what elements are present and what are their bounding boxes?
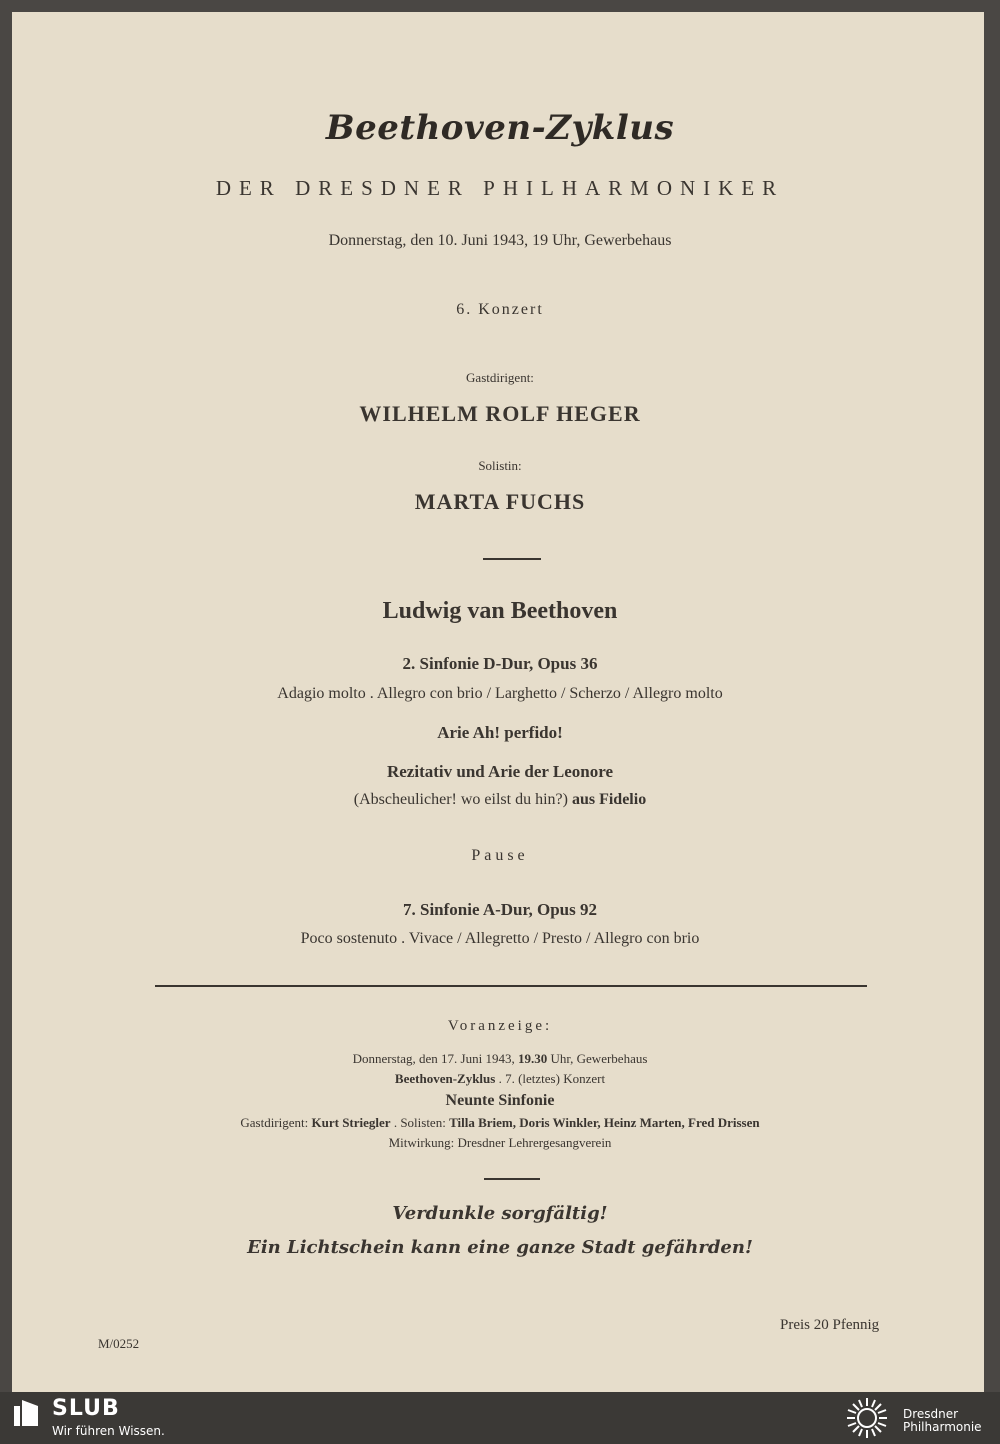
composer-name: Ludwig van Beethoven [382,598,618,624]
slub-logo-icon[interactable] [14,1398,40,1428]
preview-soloists-names: Tilla Briem, Doris Winkler, Heinz Marten, Fred Drissen [449,1115,760,1130]
preview-participation-name: Dresdner Lehrergesangverein [457,1135,612,1150]
preview-soloists-label: . Solisten: [393,1115,446,1130]
work-source: aus Fidelio [571,791,647,808]
work-title: Arie Ah! perfido! [437,723,563,742]
preview-cycle-number: . 7. (letztes) Konzert [498,1071,606,1086]
guest-conductor-label: Gastdirigent: [466,370,534,385]
divider-short [484,1178,540,1180]
work-movements: Adagio molto . Allegro con brio / Larghetto / Scherzo / Allegro molto [277,685,723,702]
preview-participation-label: Mitwirkung: [388,1135,455,1150]
orchestra-name: DER DRESDNER PHILHARMONIKER [215,176,785,200]
blackout-warning-line1: Verdunkle sorgfältig! [392,1203,608,1224]
slub-tagline: Wir führen Wissen. [52,1424,165,1438]
program-title: Beethoven-Zyklus [325,108,675,148]
work-title: Rezitativ und Arie der Leonore [386,762,613,781]
preview-cycle-name: Beethoven-Zyklus [394,1071,496,1086]
preview-heading: Voranzeige: [447,1018,553,1034]
catalog-code: M/0252 [98,1336,140,1351]
work-subtitle: (Abscheulicher! wo eilst du hin?) [353,791,568,808]
soloist-label: Solistin: [478,458,522,473]
philharmonie-logo-icon[interactable] [842,1396,892,1440]
preview-conductor-name: Kurt Striegler [311,1115,391,1130]
footer-bar [0,1392,1000,1444]
preview-date-suffix: Uhr, Gewerbehaus [550,1051,648,1066]
work-title: 2. Sinfonie D-Dur, Opus 36 [402,654,598,673]
preview-cycle [0,1071,1000,1087]
preview-performers [0,1115,1000,1131]
preview-time: 19.30 [517,1051,548,1066]
slub-name[interactable]: SLUB [52,1396,120,1421]
soloist-name: MARTA FUCHS [414,489,586,514]
work-subtitle-line [0,791,1000,809]
philharmonie-line2: Philharmonie [903,1420,982,1434]
preview-work: Neunte Sinfonie [445,1092,555,1109]
preview-conductor-label: Gastdirigent: [240,1115,309,1130]
preview-date-prefix: Donnerstag, den 17. Juni 1943, [352,1051,515,1066]
philharmonie-line1: Dresdner [903,1407,959,1421]
work-title: 7. Sinfonie A-Dur, Opus 92 [403,900,597,919]
blackout-warning-line2: Ein Lichtschein kann eine ganze Stadt gefährden! [247,1237,753,1258]
preview-participation [0,1135,1000,1151]
price: Preis 20 Pfennig [780,1317,880,1333]
concert-number: 6. Konzert [456,301,544,318]
guest-conductor-name: WILHELM ROLF HEGER [359,401,641,426]
philharmonie-name[interactable] [903,1408,982,1434]
work-movements: Poco sostenuto . Vivace / Allegretto / Presto / Allegro con brio [300,930,700,947]
intermission: Pause [471,847,529,864]
divider-long [155,985,867,987]
preview-date [0,1051,1000,1067]
divider-short [483,558,541,560]
concert-date: Donnerstag, den 10. Juni 1943, 19 Uhr, Gewerbehaus [328,232,672,249]
